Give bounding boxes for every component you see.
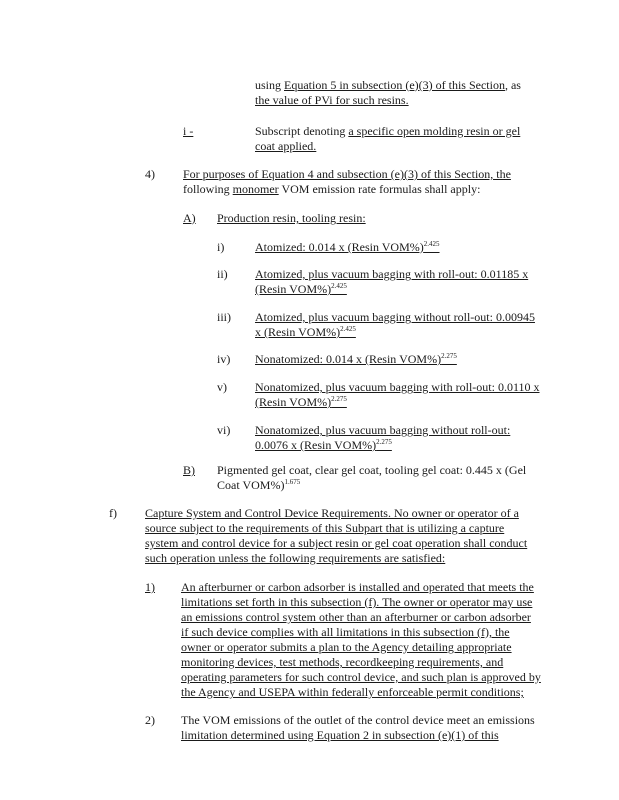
paragraph-1-line: if such device complies with all limitations in this subsection (f), the	[181, 625, 510, 639]
paragraph-4-line-1: For purposes of Equation 4 and subsection (e)(3) of this Section, the	[183, 167, 511, 181]
section-f-line-4: such operation unless the following requirements are satisfied:	[145, 551, 446, 565]
formula-item-line-1	[255, 240, 440, 255]
formula-item-number: i)	[217, 240, 225, 254]
paragraph-1-line: An afterburner or carbon adsorber is installed and operated that meets the	[181, 580, 534, 594]
section-f-line-2: source subject to the requirements of this Subpart that is utilizing a capture	[145, 521, 505, 535]
formula-item-line-2	[255, 325, 356, 340]
subparagraph-b-line-2	[217, 478, 300, 493]
text: following	[183, 182, 233, 196]
paragraph-1-label: 1)	[145, 580, 155, 594]
formula-item-line-2	[255, 438, 392, 453]
section-f-line-3: system and control device for a subject resin or gel coat operation shall conduct	[145, 536, 528, 550]
formula-item-number: ii)	[217, 267, 228, 281]
i-subscript-label: i -	[183, 124, 194, 138]
formula-item-line-2	[255, 395, 347, 410]
section-f-label: f)	[109, 506, 117, 520]
i-definition-line-2: coat applied.	[255, 139, 317, 153]
exponent: 2.425	[340, 325, 356, 333]
subparagraph-a-label: A)	[183, 211, 196, 225]
paragraph-4-label: 4)	[145, 167, 155, 181]
formula-item-line-1: Atomized, plus vacuum bagging without roll-out: 0.00945	[255, 310, 535, 324]
formula-text: x (Resin VOM%)	[255, 325, 341, 339]
formula-item-line-1	[255, 352, 457, 367]
paragraph-1-line: operating parameters for such control device, and such plan is approved by	[181, 670, 541, 684]
exponent: 2.425	[423, 240, 440, 248]
text: VOM emission rate formulas shall apply:	[278, 182, 481, 196]
text-underlined: a specific open molding resin or gel	[348, 124, 521, 138]
paragraph-2-line: The VOM emissions of the outlet of the control device meet an emissions	[181, 713, 535, 727]
paragraph-1-line: owner or operator submits a plan to the Agency detailing appropriate	[181, 640, 512, 654]
formula-item-line-2	[255, 282, 347, 297]
section-f-line-1	[145, 506, 519, 521]
formula-text: Coat VOM%)	[217, 478, 285, 492]
paragraph-1-line: an emissions control system other than an afterburner or carbon adsorber	[181, 610, 531, 624]
pvi-definition-line-2: the value of PVi for such resins.	[255, 93, 409, 107]
formula-item-number: iii)	[217, 310, 231, 324]
text: Subscript denoting	[255, 124, 349, 138]
paragraph-1-line: limitations set forth in this subsection (f). The owner or operator may use	[181, 595, 533, 609]
formula-item-line-1: Atomized, plus vacuum bagging with roll-out: 0.01185 x	[255, 267, 529, 281]
formula-item-line-1: Nonatomized, plus vacuum bagging with roll-out: 0.0110 x	[255, 380, 540, 394]
pvi-definition-line-1	[255, 78, 521, 93]
subparagraph-b-label: B)	[183, 463, 195, 477]
formula-text: Nonatomized: 0.014 x (Resin VOM%)	[255, 352, 442, 366]
equation-5-reference: Equation 5 in subsection (e)(3) of this Section	[284, 78, 505, 92]
subparagraph-b-line-1: Pigmented gel coat, clear gel coat, tooling gel coat: 0.445 x (Gel	[217, 463, 527, 477]
formula-text: Atomized: 0.014 x (Resin VOM%)	[255, 240, 424, 254]
formula-text: (Resin VOM%)	[255, 395, 332, 409]
exponent: 2.275	[376, 438, 392, 446]
exponent: 2.275	[331, 395, 347, 403]
exponent: 2.275	[441, 352, 457, 360]
subparagraph-a-heading: Production resin, tooling resin:	[217, 211, 366, 225]
text: Capture System and Control Device Requirements. No owner or operator of a	[145, 506, 519, 520]
formula-text: (Resin VOM%)	[255, 282, 332, 296]
paragraph-4-line-2	[183, 182, 480, 197]
formula-text: 0.0076 x (Resin VOM%)	[255, 438, 377, 452]
paragraph-2-label: 2)	[145, 713, 155, 727]
formula-item-number: iv)	[217, 352, 231, 366]
formula-item-line-1: Nonatomized, plus vacuum bagging without roll-out:	[255, 423, 511, 437]
exponent: 1.675	[284, 478, 301, 486]
paragraph-1-line: the Agency and USEPA within federally enforceable permit conditions;	[181, 685, 524, 699]
text: using	[255, 78, 285, 92]
paragraph-1-line: monitoring devices, test methods, recordkeeping requirements, and	[181, 655, 504, 669]
text: , as	[504, 78, 521, 92]
i-definition-line-1	[255, 124, 520, 139]
exponent: 2.425	[331, 282, 347, 290]
paragraph-2-line: limitation determined using Equation 2 in subsection (e)(1) of this	[181, 728, 499, 742]
formula-item-number: vi)	[217, 423, 231, 437]
monomer-term: monomer	[232, 182, 279, 196]
formula-item-number: v)	[217, 380, 227, 394]
